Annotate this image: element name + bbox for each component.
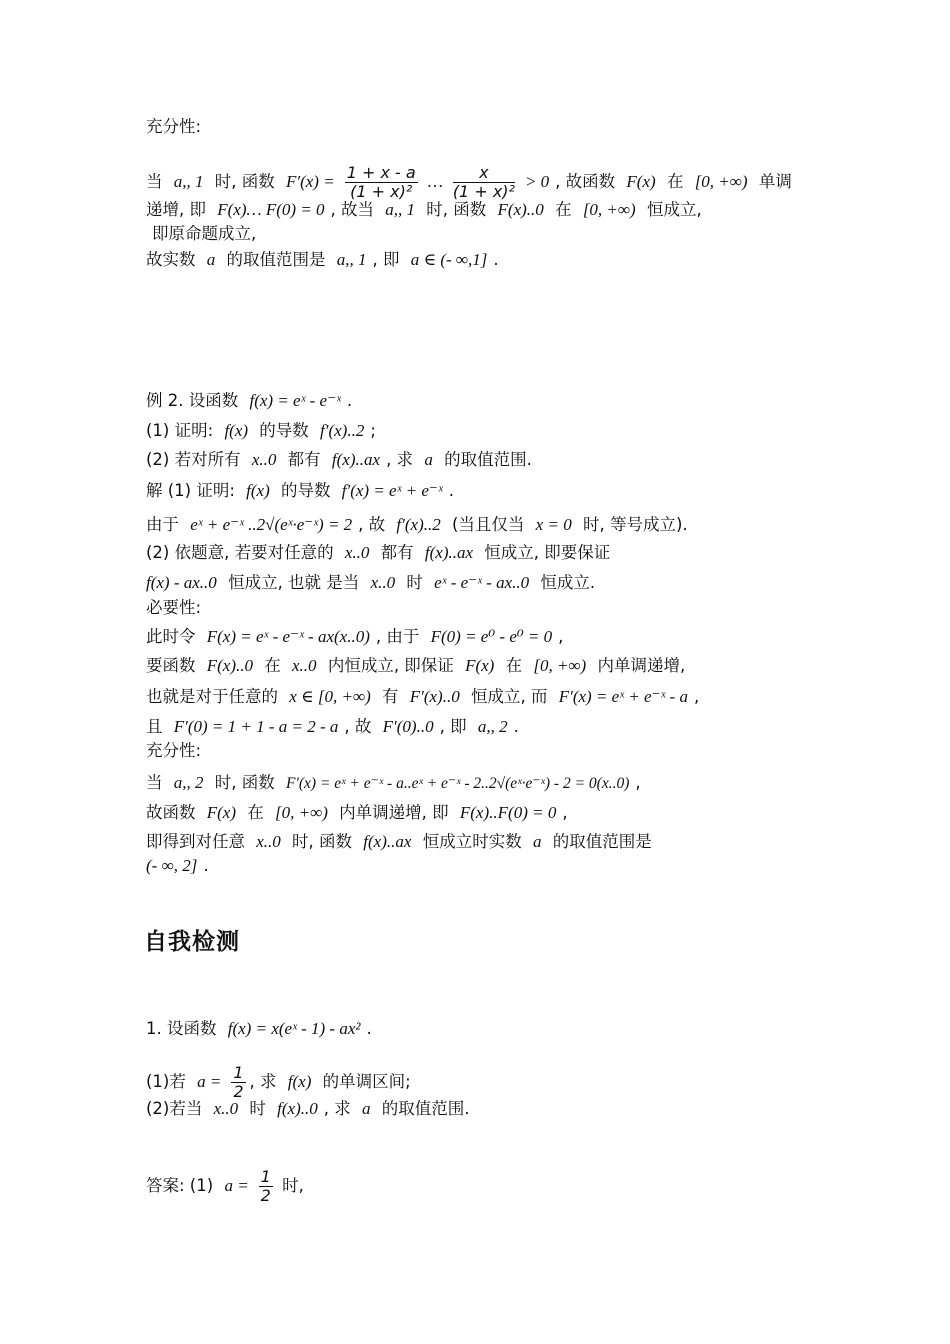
- math: a =: [197, 1072, 222, 1091]
- text-line: [146, 543, 610, 563]
- text: ,: [562, 803, 568, 822]
- math: F′(x) =: [286, 172, 335, 191]
- text-line: [146, 803, 568, 823]
- denominator: (1 + x)²: [350, 182, 413, 201]
- text: 时,: [282, 1176, 304, 1195]
- math: x..0: [213, 1099, 239, 1118]
- text: 的取值范围是: [226, 250, 326, 269]
- text: 当: [146, 773, 163, 792]
- text-line: [146, 741, 201, 761]
- text: .: [513, 717, 519, 736]
- text: 在: [264, 656, 281, 675]
- denominator: (1 + x)²: [452, 182, 515, 201]
- text: 的取值范围.: [444, 450, 532, 469]
- text-line: [146, 391, 352, 411]
- text: 都有: [287, 450, 321, 469]
- math: a: [424, 450, 433, 469]
- text: , 求: [323, 1099, 351, 1118]
- math: F(x) = eˣ - e⁻ˣ - ax(x..0): [206, 627, 370, 646]
- text: 要函数: [146, 656, 196, 675]
- text: 的导数: [259, 421, 309, 440]
- math: x = 0: [535, 515, 572, 534]
- math: F′(0) = 1 + 1 - a = 2 - a: [173, 717, 339, 736]
- math: a,, 2: [477, 717, 508, 736]
- text: ,: [558, 627, 564, 646]
- text: 时, 等号成立).: [582, 515, 688, 534]
- math: F(x)..F(0) = 0: [459, 803, 557, 822]
- math: a,, 1: [385, 200, 416, 219]
- text: 恒成立, 也就 是当: [228, 573, 360, 592]
- math: x ∈ [0, +∞): [289, 687, 371, 706]
- text: 内恒成立, 即保证: [327, 656, 454, 675]
- fraction: [259, 1168, 273, 1205]
- text: 时, 函数: [214, 172, 275, 191]
- math: f(x) = x(eˣ - 1) - ax²: [227, 1019, 361, 1038]
- math: F(x): [626, 172, 656, 191]
- text: (1)若: [146, 1072, 186, 1091]
- numerator: 1: [233, 1063, 244, 1082]
- text: .: [448, 481, 454, 500]
- math: a: [206, 250, 216, 269]
- math: F′(x)..0: [409, 687, 460, 706]
- math: x..0: [292, 656, 317, 675]
- math: a: [532, 832, 542, 851]
- math: f(x) = eˣ - e⁻ˣ: [249, 391, 341, 410]
- text-line: [146, 250, 499, 270]
- math: f(x) - ax..0: [146, 573, 217, 592]
- text-line: [146, 117, 201, 137]
- text: ;: [370, 421, 376, 440]
- text-line: [146, 656, 685, 676]
- math: f(x): [224, 421, 249, 440]
- text: 故实数: [146, 250, 196, 269]
- text: 内单调递增, 即: [339, 803, 449, 822]
- math: a,, 1: [173, 172, 204, 191]
- numerator: 1 + x - a: [346, 163, 416, 182]
- denominator: 2: [260, 1186, 271, 1205]
- math: [0, +∞): [582, 200, 636, 219]
- math: a: [362, 1099, 371, 1118]
- math: > 0: [524, 172, 550, 191]
- text: 时, 函数: [214, 773, 275, 792]
- text-line: [146, 1099, 470, 1119]
- text: , 即: [439, 717, 467, 736]
- math: F′(x) = eˣ + e⁻ˣ - a..eˣ + e⁻ˣ - 2..2√(eˣ·e⁻ˣ) - 2 = 0(x..0): [286, 775, 630, 792]
- math: eˣ - e⁻ˣ - ax..0: [434, 573, 530, 592]
- text: 时: [406, 573, 423, 592]
- text: 由于: [146, 515, 179, 534]
- text-line: [146, 1168, 304, 1205]
- math: x..0: [256, 832, 281, 851]
- text: , 即: [372, 250, 400, 269]
- text: (2)若当: [146, 1099, 203, 1118]
- numerator: x: [453, 164, 515, 183]
- text-line: [146, 200, 702, 220]
- fraction: [231, 1064, 245, 1101]
- math: a,, 1: [336, 250, 367, 269]
- math: [0, +∞): [694, 172, 748, 191]
- math: F(0) = e⁰ - e⁰ = 0: [430, 627, 553, 646]
- text: 答案: (1): [146, 1176, 214, 1195]
- text: , 故: [358, 515, 386, 534]
- math: x..0: [370, 573, 396, 592]
- text: 时, 函数: [426, 200, 487, 219]
- text: 递增, 即: [146, 200, 206, 219]
- text-line: [146, 627, 563, 647]
- text: 恒成立, 即要保证: [484, 543, 611, 562]
- fraction: [345, 164, 418, 201]
- text: 即得到对任意: [146, 832, 245, 851]
- text: 必要性:: [146, 598, 202, 617]
- text: , 求: [249, 1072, 277, 1091]
- text: , 故函数: [555, 172, 616, 191]
- text-line: [146, 687, 699, 707]
- text: (当且仅当: [451, 515, 525, 534]
- text: 例 2. 设函数: [146, 391, 239, 410]
- text: 当: [146, 172, 163, 191]
- text: 在: [666, 172, 684, 191]
- text-line: [146, 573, 595, 593]
- math: f(x)..ax: [363, 832, 412, 851]
- text-line: [146, 598, 201, 618]
- math: F(x)..0: [206, 656, 254, 675]
- text: 单调: [758, 172, 792, 191]
- text: 恒成立, 而: [470, 687, 548, 706]
- text-line: [146, 164, 792, 201]
- text: , 故当: [330, 200, 375, 219]
- text: (2) 依题意, 若要对任意的: [146, 543, 334, 562]
- text: 恒成立.: [540, 573, 596, 592]
- text: 解 (1) 证明:: [146, 481, 235, 500]
- text-line: [146, 421, 376, 441]
- denominator: 2: [233, 1082, 244, 1101]
- text: 都有: [380, 543, 414, 562]
- math: f(x): [287, 1072, 312, 1091]
- text: .: [366, 1019, 372, 1038]
- text-line: [146, 450, 532, 470]
- text: 故函数: [146, 803, 196, 822]
- math: f(x): [246, 481, 270, 500]
- text: ,: [635, 773, 641, 792]
- math: a ∈ (- ∞,1]: [410, 250, 488, 269]
- text: (1) 证明:: [146, 421, 214, 440]
- math: a,, 2: [173, 773, 204, 792]
- math: x..0: [251, 450, 277, 469]
- text: , 故: [344, 717, 372, 736]
- section-heading: 自我检测: [144, 929, 240, 955]
- text: 的导数: [281, 481, 331, 500]
- math: F(x): [465, 656, 495, 675]
- math: F′(x) = eˣ + e⁻ˣ - a: [558, 687, 688, 706]
- numerator: 1: [260, 1167, 271, 1186]
- math: F(x): [206, 803, 237, 822]
- math: f′(x)..2: [396, 515, 441, 534]
- text-line: [146, 1064, 411, 1101]
- math: f(x)..0: [277, 1099, 318, 1118]
- text: 此时令: [146, 627, 196, 646]
- text-line: [146, 832, 652, 852]
- text-line: [146, 515, 688, 535]
- text: 在: [555, 200, 572, 219]
- math: [0, +∞): [275, 803, 328, 822]
- math: x..0: [344, 543, 370, 562]
- text: (2) 若对所有: [146, 450, 241, 469]
- math: f(x)..ax: [331, 450, 381, 469]
- math: a =: [224, 1176, 249, 1195]
- text: 且: [146, 717, 163, 736]
- text: 的单调区间;: [322, 1072, 411, 1091]
- text: 时: [249, 1099, 266, 1118]
- text: 也就是对于任意的: [146, 687, 278, 706]
- text: .: [346, 391, 353, 410]
- math: [0, +∞): [533, 656, 587, 675]
- text: 在: [247, 803, 264, 822]
- math: F(x)..0: [497, 200, 544, 219]
- text-line: [146, 1019, 372, 1039]
- math: f(x)..ax: [424, 543, 474, 562]
- text: 恒成立时实数: [422, 832, 522, 851]
- text: 充分性:: [146, 117, 202, 136]
- text: 内单调递增,: [597, 656, 686, 675]
- math: (- ∞, 2]: [146, 856, 198, 875]
- text: 有: [382, 687, 399, 706]
- text: ,: [693, 687, 700, 706]
- text: 即原命题成立,: [152, 224, 257, 243]
- math: …: [427, 172, 443, 191]
- text: 恒成立,: [646, 200, 702, 219]
- math: f′(x)..2: [320, 421, 365, 440]
- text-line: [146, 856, 209, 876]
- text-line: [152, 224, 256, 244]
- text-line: [146, 481, 454, 501]
- text: 1. 设函数: [146, 1019, 217, 1038]
- text: 充分性:: [146, 741, 202, 760]
- text: .: [493, 250, 499, 269]
- text-line: [146, 773, 641, 794]
- math: F′(0)..0: [382, 717, 434, 736]
- text: , 由于: [375, 627, 420, 646]
- math: F(x)… F(0) = 0: [217, 200, 325, 219]
- text-line: [146, 717, 519, 737]
- text: 在: [505, 656, 523, 675]
- text: 的取值范围是: [552, 832, 652, 851]
- fraction: [453, 164, 515, 201]
- text: 时, 函数: [292, 832, 353, 851]
- math: eˣ + e⁻ˣ ..2√(eˣ·e⁻ˣ) = 2: [190, 515, 353, 534]
- math: f′(x) = eˣ + e⁻ˣ: [341, 481, 443, 500]
- text: , 求: [386, 450, 414, 469]
- text: 的取值范围.: [381, 1099, 470, 1118]
- text: .: [203, 856, 209, 875]
